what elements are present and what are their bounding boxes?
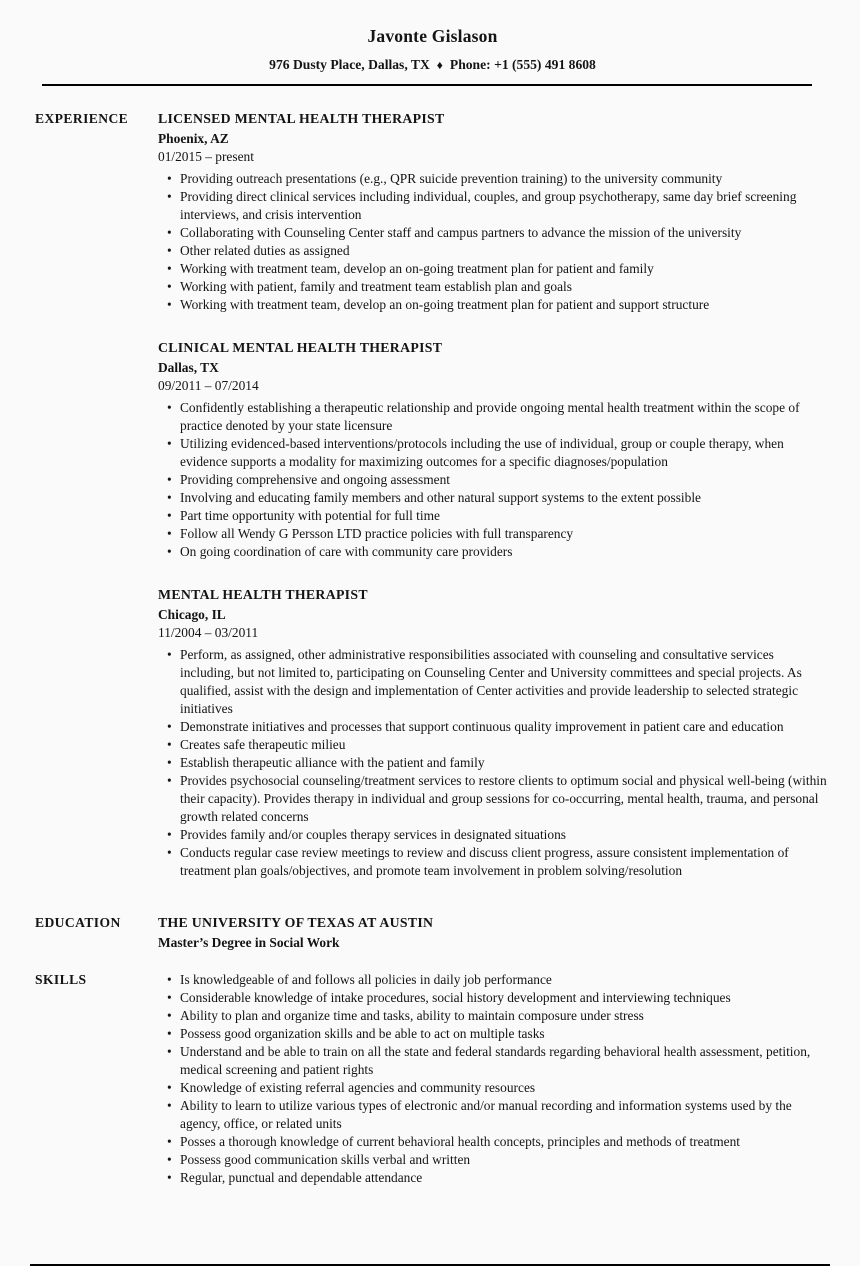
job-entry-2: [158, 338, 830, 561]
bullet-item: • Demonstrate initiatives and processes that support continuous quality improvement in patient care and education: [158, 718, 830, 736]
bullet-item: • Regular, punctual and dependable attendance: [158, 1169, 830, 1187]
job-entry-1: [158, 109, 830, 314]
bullet-item: • Considerable knowledge of intake procedures, social history development and interviewing techniques: [158, 989, 830, 1007]
job-location: Phoenix, AZ: [158, 129, 830, 148]
bullet-item: • Providing direct clinical services including individual, couples, and group psychotherapy, same day brief screening interviews, and crisis intervention: [158, 188, 830, 224]
bullet-item: • Providing outreach presentations (e.g., QPR suicide prevention training) to the university community: [158, 170, 830, 188]
bullet-item: • Part time opportunity with potential for full time: [158, 507, 830, 525]
bullet-item: • Provides psychosocial counseling/treatment services to restore clients to optimum social and physical well-being (within their capacity). Provides therapy in individual and group sessions for co-occurring, mental health, trauma, and personal growth related concerns: [158, 772, 830, 826]
skills-label: SKILLS: [35, 970, 158, 989]
bullet-item: • On going coordination of care with community care providers: [158, 543, 830, 561]
bullet-item: • Ability to plan and organize time and tasks, ability to maintain composure under stress: [158, 1007, 830, 1025]
bullet-item: • Possess good organization skills and be able to act on multiple tasks: [158, 1025, 830, 1043]
job-bullet-list: [158, 399, 830, 561]
person-name: Javonte Gislason: [35, 26, 830, 47]
experience-body: [158, 109, 830, 880]
bullet-item: • Provides family and/or couples therapy services in designated situations: [158, 826, 830, 844]
job-location: Chicago, IL: [158, 605, 830, 624]
diamond-separator-icon: ♦: [437, 58, 443, 74]
job-bullet-list: [158, 646, 830, 880]
job-title: MENTAL HEALTH THERAPIST: [158, 585, 830, 604]
job-entry-3: [158, 585, 830, 880]
bullet-item: • Follow all Wendy G Persson LTD practice policies with full transparency: [158, 525, 830, 543]
job-dates: 01/2015 – present: [158, 148, 830, 165]
bullet-item: • Working with treatment team, develop an on-going treatment plan for patient and support structure: [158, 296, 830, 314]
contact-line: [35, 57, 830, 73]
bullet-item: • Perform, as assigned, other administrative responsibilities associated with counseling and consultative services including, but not limited to, participating on Counseling Center and University committees and special projects. As qualified, assist with the design and implementation of Center activities and provide leadership to selected strategic initiatives: [158, 646, 830, 718]
job-bullet-list: [158, 170, 830, 314]
experience-label: EXPERIENCE: [35, 109, 158, 128]
bullet-item: • Possess good communication skills verbal and written: [158, 1151, 830, 1169]
job-dates: 11/2004 – 03/2011: [158, 624, 830, 641]
bullet-item: • Creates safe therapeutic milieu: [158, 736, 830, 754]
skills-body: [158, 970, 830, 1187]
bullet-item: • Knowledge of existing referral agencies and community resources: [158, 1079, 830, 1097]
job-title: LICENSED MENTAL HEALTH THERAPIST: [158, 109, 830, 128]
job-location: Dallas, TX: [158, 358, 830, 377]
bullet-item: • Ability to learn to utilize various types of electronic and/or manual recording and information systems used by the agency, office, or related units: [158, 1097, 830, 1133]
bullet-item: • Providing comprehensive and ongoing assessment: [158, 471, 830, 489]
bullet-item: • Understand and be able to train on all the state and federal standards regarding behavioral health assessment, petition, medical screening and patient rights: [158, 1043, 830, 1079]
resume-document: [0, 26, 860, 1187]
section-experience: [35, 109, 830, 880]
job-title: CLINICAL MENTAL HEALTH THERAPIST: [158, 338, 830, 357]
bullet-item: • Conducts regular case review meetings to review and discuss client progress, assure consistent implementation of treatment plan goals/objectives, and promote team involvement in problem solving/resolution: [158, 844, 830, 880]
bullet-item: • Involving and educating family members and other natural support systems to the extent possible: [158, 489, 830, 507]
job-dates: 09/2011 – 07/2014: [158, 377, 830, 394]
education-school: THE UNIVERSITY OF TEXAS AT AUSTIN: [158, 913, 830, 933]
education-label: EDUCATION: [35, 913, 158, 932]
bullet-item: • Utilizing evidenced-based interventions/protocols including the use of individual, group or couple therapy, when evidence supports a modality for maximizing outcomes for a specific diagnoses/population: [158, 435, 830, 471]
contact-address: 976 Dusty Place, Dallas, TX: [269, 57, 430, 73]
section-education: [35, 913, 830, 953]
bullet-item: • Posses a thorough knowledge of current behavioral health concepts, principles and methods of treatment: [158, 1133, 830, 1151]
header-rule: [42, 84, 812, 86]
resume-header: [35, 26, 830, 73]
bullet-item: • Establish therapeutic alliance with the patient and family: [158, 754, 830, 772]
education-degree: Master’s Degree in Social Work: [158, 933, 830, 953]
bullet-item: • Working with patient, family and treatment team establish plan and goals: [158, 278, 830, 296]
education-body: [158, 913, 830, 953]
contact-phone: Phone: +1 (555) 491 8608: [450, 57, 596, 73]
bullet-item: • Is knowledgeable of and follows all policies in daily job performance: [158, 971, 830, 989]
bullet-item: • Working with treatment team, develop an on-going treatment plan for patient and family: [158, 260, 830, 278]
bullet-item: • Confidently establishing a therapeutic relationship and provide ongoing mental health treatment within the scope of practice denoted by your state licensure: [158, 399, 830, 435]
bullet-item: • Collaborating with Counseling Center staff and campus partners to advance the mission of the university: [158, 224, 830, 242]
section-skills: [35, 970, 830, 1187]
bullet-item: • Other related duties as assigned: [158, 242, 830, 260]
skills-bullet-list: [158, 971, 830, 1187]
